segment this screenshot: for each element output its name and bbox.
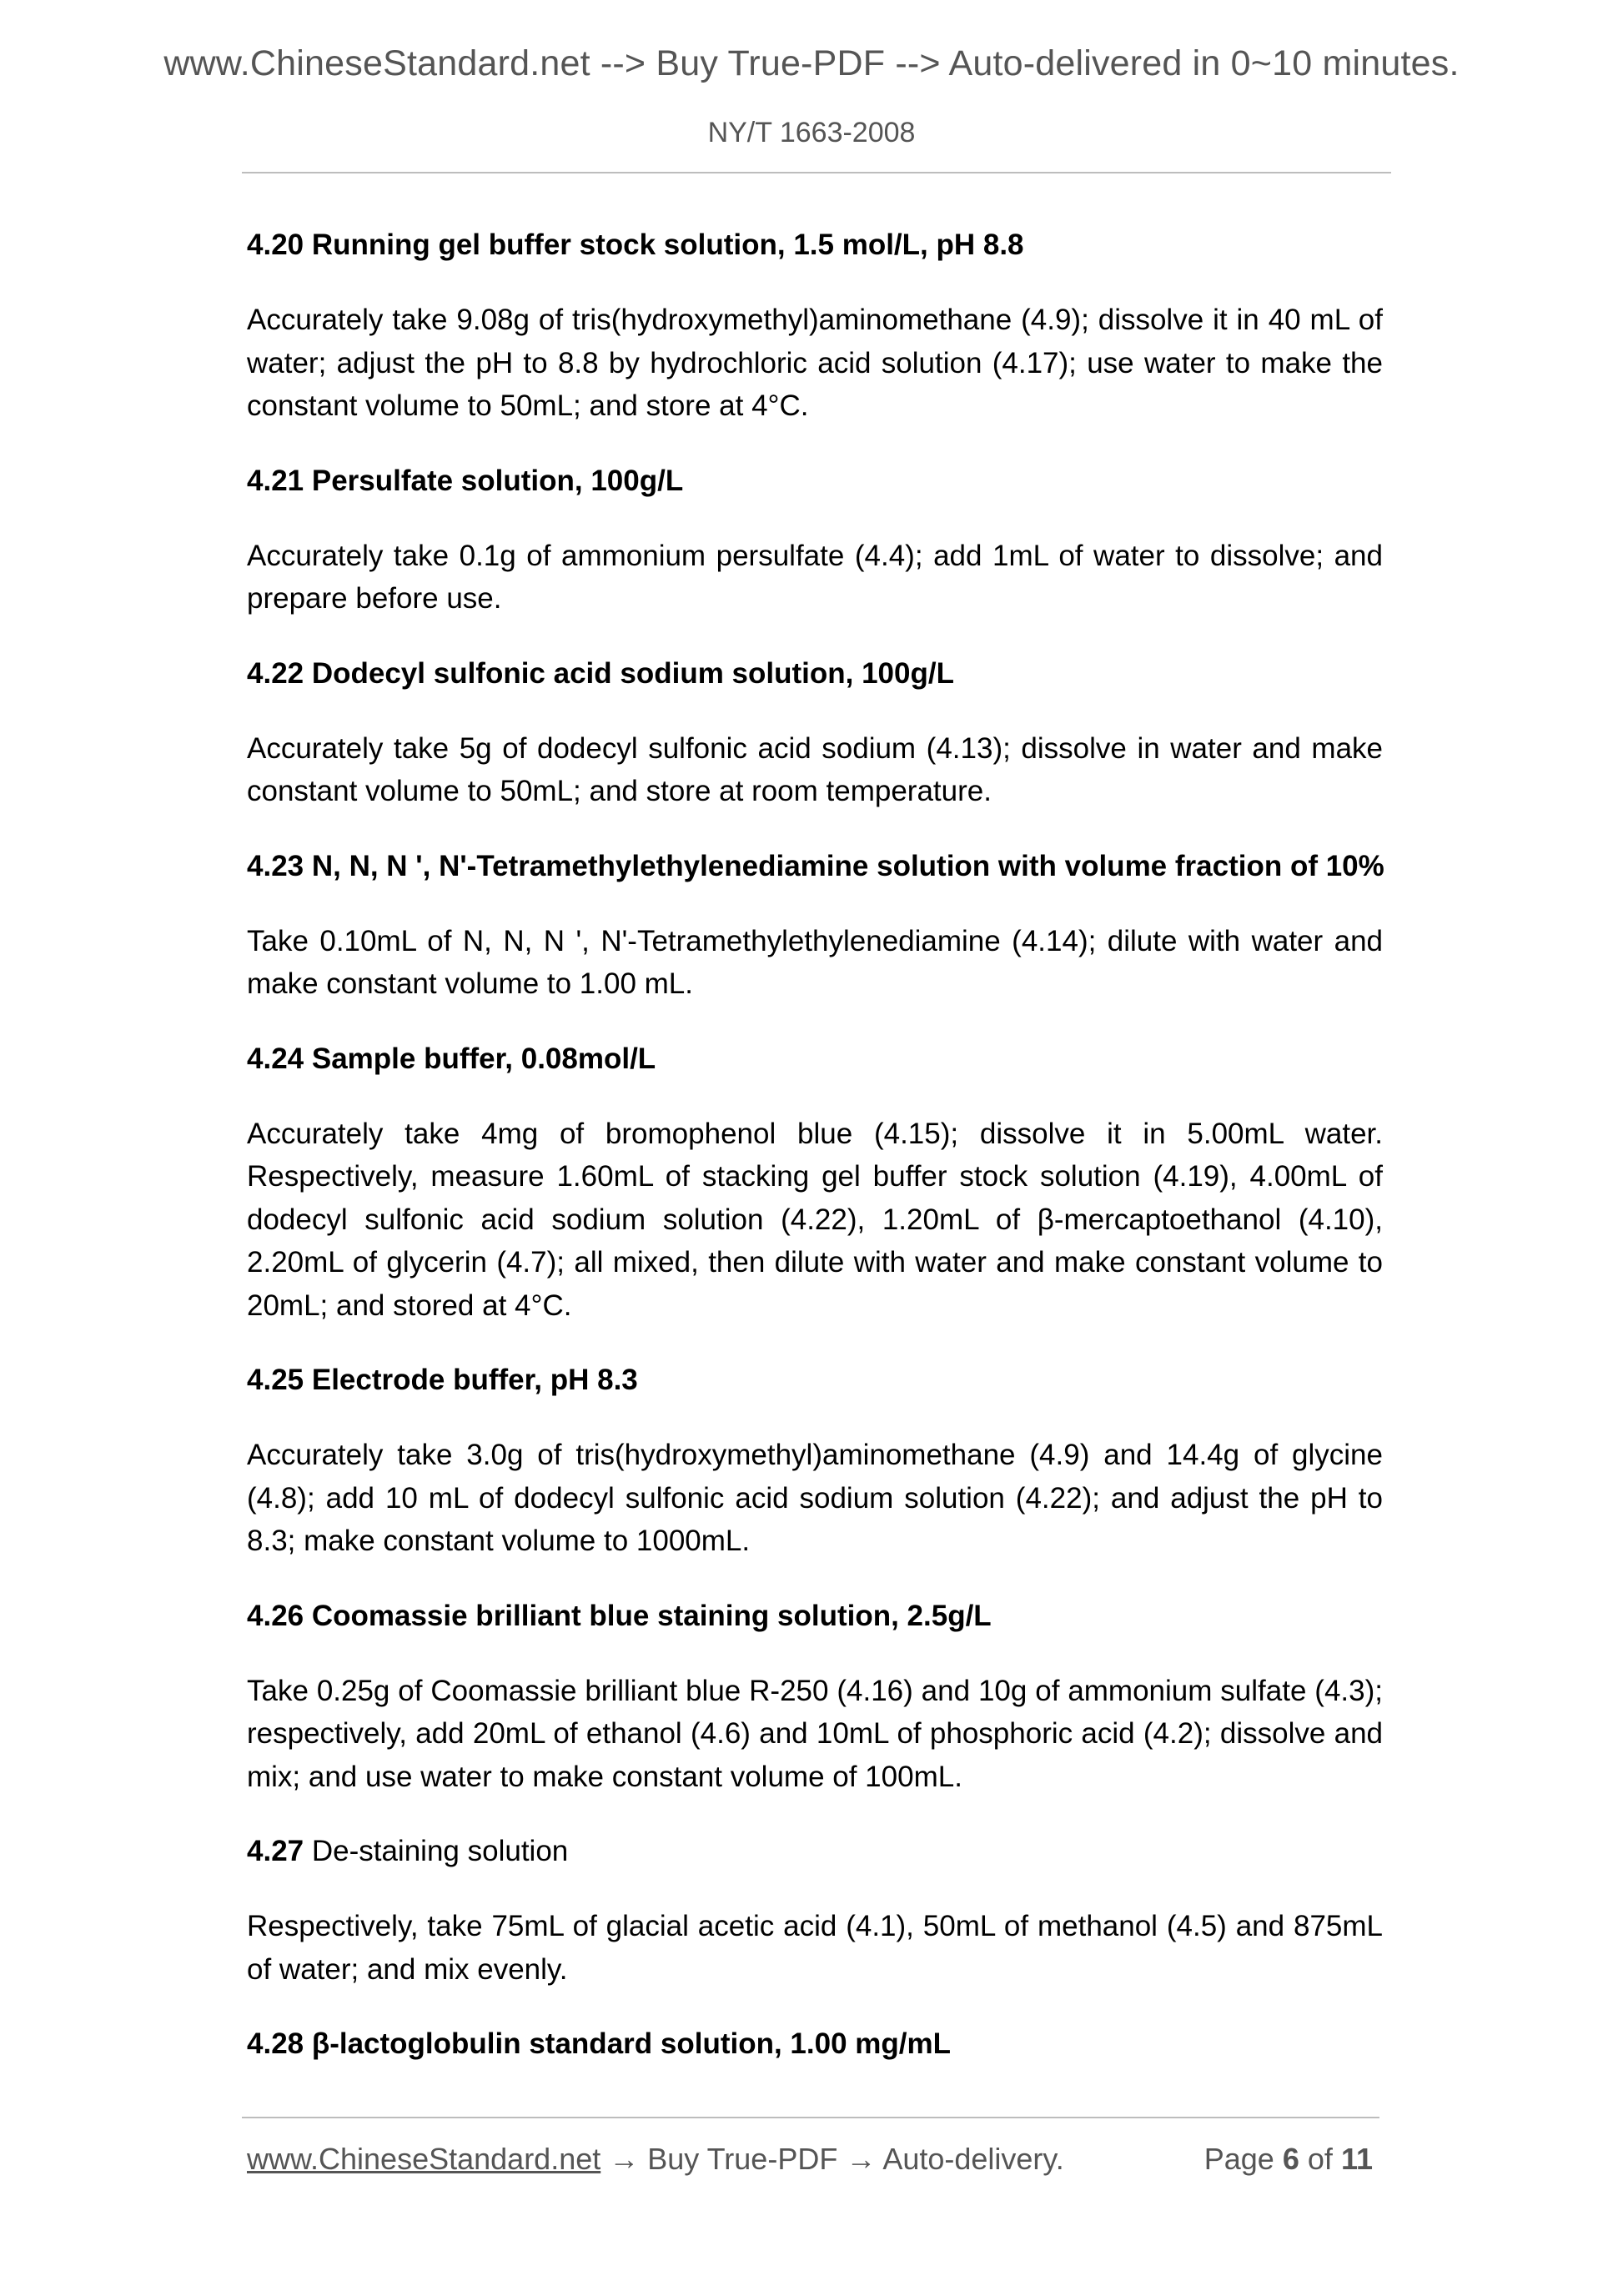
section-heading-4-25: 4.25 Electrode buffer, pH 8.3: [247, 1364, 638, 1396]
footer-divider: [242, 2117, 1379, 2118]
total-pages-number: 11: [1340, 2142, 1373, 2176]
footer-site-link[interactable]: www.ChineseStandard.net: [247, 2142, 601, 2176]
footer-promo-text: → Buy True-PDF → Auto-delivery.: [600, 2142, 1064, 2176]
section-text-4-25: Accurately take 3.0g of tris(hydroxymethyl)aminomethane (4.9) and 14.4g of glycine (4.8); add 10 mL of dodecyl sulfonic acid sodium solution (4.22); and adjust the pH to 8.3; make constant volume to 1000mL.: [247, 1439, 1383, 1557]
document-body: [247, 224, 1383, 2098]
page-label: Page: [1203, 2142, 1274, 2176]
page-of-label: of: [1307, 2142, 1333, 2176]
section-text-4-20: Accurately take 9.08g of tris(hydroxymethyl)aminomethane (4.9); dissolve it in 40 mL of water; adjust the pH to 8.8 by hydrochloric acid solution (4.17); use water to make the constant volume to 50mL; and store at 4°C.: [247, 304, 1383, 422]
section-text-4-27: Respectively, take 75mL of glacial acetic acid (4.1), 50mL of methanol (4.5) and 875mL of water; and mix evenly.: [247, 1910, 1383, 1986]
current-page-number: 6: [1282, 2142, 1299, 2176]
section-text-4-23: Take 0.10mL of N, N, N ', N'-Tetramethylethylenediamine (4.14); dilute with water and make constant volume to 1.00 mL.: [247, 924, 1383, 1000]
section-text-4-22: Accurately take 5g of dodecyl sulfonic acid sodium (4.13); dissolve in water and make constant volume to 50mL; and store at room temperature.: [247, 731, 1383, 807]
site-banner: www.ChineseStandard.net --> Buy True-PDF --> Auto-delivered in 0~10 minutes.: [163, 43, 1460, 83]
section-heading-4-23: 4.23 N, N, N ', N'-Tetramethylethylenediamine solution with volume fraction of 10%: [247, 849, 1384, 882]
section-heading-4-27: [247, 1830, 1383, 1873]
section-heading-4-26: 4.26 Coomassie brilliant blue staining solution, 2.5g/L: [247, 1599, 992, 1632]
section-heading-4-28: 4.28 β-lactoglobulin standard solution, 1.00 mg/mL: [247, 2027, 951, 2060]
section-text-4-21: Accurately take 0.1g of ammonium persulfate (4.4); add 1mL of water to dissolve; and prepare before use.: [247, 539, 1383, 615]
section-title-4-27: De-staining solution: [304, 1835, 569, 1867]
section-heading-4-24: 4.24 Sample buffer, 0.08mol/L: [247, 1042, 656, 1075]
section-number-4-27: 4.27: [247, 1835, 304, 1867]
footer-promo: [247, 2142, 1064, 2177]
section-heading-4-22: 4.22 Dodecyl sulfonic acid sodium solution, 100g/L: [247, 656, 954, 690]
section-text-4-24: Accurately take 4mg of bromophenol blue (4.15); dissolve it in 5.00mL water. Respectively, measure 1.60mL of stacking gel buffer stock solution (4.19), 4.00mL of dodecyl sulfonic acid sodium solution (4.22), 1.20mL of β-mercaptoethanol (4.10), 2.20mL of glycerin (4.7); all mixed, then dilute with water and make constant volume to 20mL; and stored at 4°C.: [247, 1117, 1383, 1322]
document-number: NY/T 1663-2008: [707, 117, 916, 148]
section-text-4-26: Take 0.25g of Coomassie brilliant blue R-250 (4.16) and 10g of ammonium sulfate (4.3); respectively, add 20mL of ethanol (4.6) and 10mL of phosphoric acid (4.2); dissolve and mix; and use water to make constant volume of 100mL.: [247, 1674, 1383, 1793]
section-heading-4-21: 4.21 Persulfate solution, 100g/L: [247, 464, 684, 497]
page-indicator: [1204, 2142, 1373, 2177]
header-divider: [242, 172, 1391, 173]
page-footer: [247, 2142, 1383, 2192]
section-heading-4-20: 4.20 Running gel buffer stock solution, 1.5 mol/L, pH 8.8: [247, 229, 1024, 261]
